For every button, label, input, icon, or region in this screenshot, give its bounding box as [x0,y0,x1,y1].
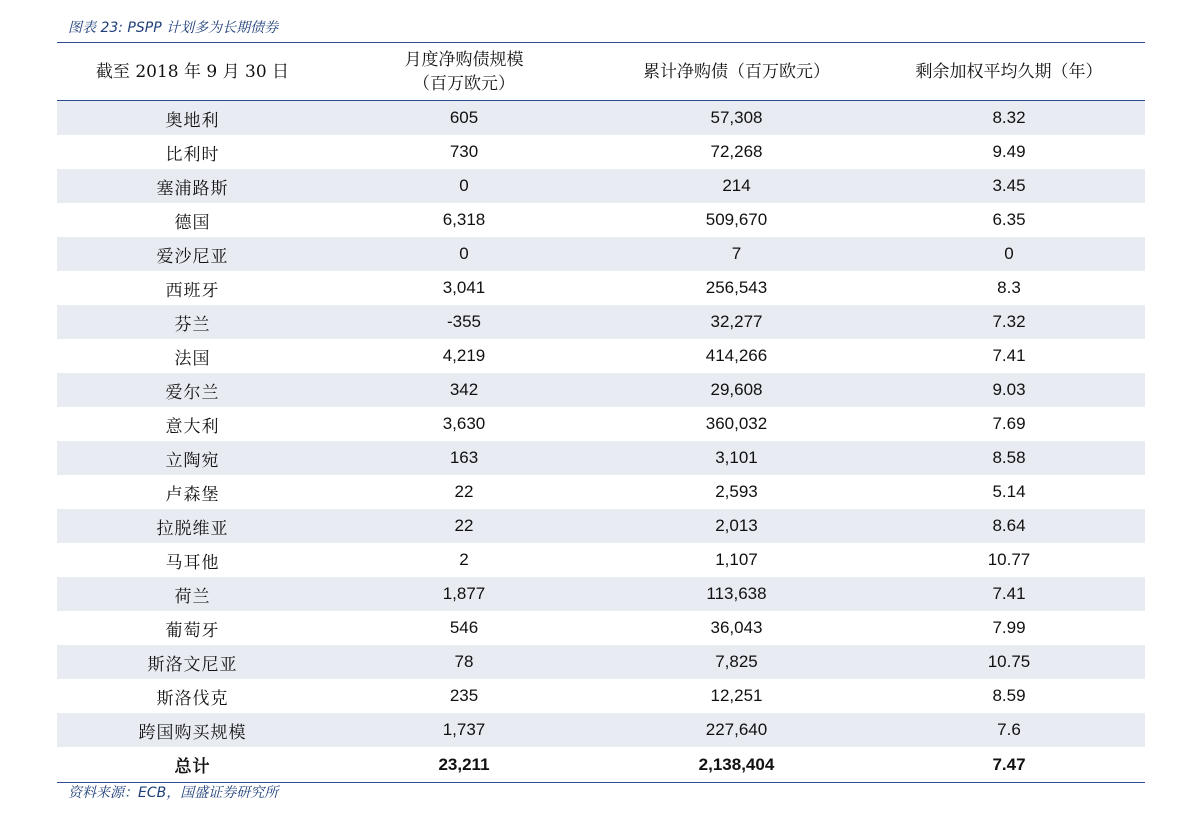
cumulative-purchase-cell: 12,251 [710,686,763,705]
duration-cell: 8.3 [997,278,1021,297]
duration-cell: 9.49 [992,142,1026,161]
table-row [57,543,1145,577]
table-row [57,577,1145,611]
pspp-table [57,44,1145,783]
cumulative-purchase-cell: 3,101 [600,441,873,475]
country-cell: 奥地利 [57,101,328,136]
header-row [57,44,1145,101]
country-cell: 立陶宛 [57,441,328,475]
table-row [57,237,1145,271]
table-row [57,373,1145,407]
header-monthly-purchase-line2: （百万欧元） [413,74,515,94]
cumulative-purchase-cell: 360,032 [705,414,768,433]
table-row [57,339,1145,373]
cumulative-purchase-cell: 1,107 [715,550,758,569]
country-cell: 西班牙 [165,280,220,301]
monthly-purchase-cell: 4,219 [442,346,486,365]
country-cell: 斯洛文尼亚 [57,645,328,679]
monthly-purchase-cell: 342 [328,373,600,407]
duration-cell: 8.59 [992,686,1026,705]
duration-cell: 8.64 [873,509,1145,543]
monthly-purchase-cell: 0 [328,169,600,203]
table-row [57,679,1145,713]
country-cell: 比利时 [165,144,220,165]
cumulative-purchase-cell: 72,268 [710,142,763,161]
cumulative-purchase-cell: 113,638 [600,577,873,611]
monthly-purchase-cell: 22 [328,509,600,543]
duration-cell: 8.32 [873,101,1145,136]
monthly-purchase-cell: 1,877 [328,577,600,611]
table-row [57,441,1145,475]
duration-cell: 0 [873,237,1145,271]
country-cell: 爱沙尼亚 [57,237,328,271]
country-cell: 斯洛伐克 [156,688,229,709]
duration-cell: 5.14 [992,482,1026,501]
figure-caption: 图表 23: PSPP 计划多为长期债券 [68,20,279,36]
total-duration-cell: 7.47 [873,747,1145,783]
table-row [57,135,1145,169]
table-row [57,271,1145,305]
cumulative-purchase-cell: 57,308 [600,101,873,136]
monthly-purchase-cell: 163 [328,441,600,475]
table-row [57,305,1145,339]
cumulative-purchase-cell: 509,670 [705,210,768,229]
table-row [57,713,1145,747]
monthly-purchase-cell: 3,630 [442,414,486,433]
duration-cell: 7.41 [992,346,1026,365]
duration-cell: 7.41 [873,577,1145,611]
cumulative-purchase-cell: 32,277 [600,305,873,339]
cumulative-purchase-cell: 7,825 [600,645,873,679]
country-cell: 葡萄牙 [165,620,220,641]
table-row [57,611,1145,645]
country-cell: 芬兰 [57,305,328,339]
monthly-purchase-cell: 2 [459,550,469,569]
cumulative-purchase-cell: 2,013 [600,509,873,543]
total-country-cell: 总计 [57,747,328,783]
table-row [57,169,1145,203]
table-row [57,407,1145,441]
header-monthly-purchase [328,44,600,101]
country-cell: 塞浦路斯 [57,169,328,203]
table-row [57,645,1145,679]
cumulative-purchase-cell: 214 [600,169,873,203]
monthly-purchase-cell: 605 [328,101,600,136]
cumulative-purchase-cell: 256,543 [705,278,768,297]
cumulative-purchase-cell: 227,640 [600,713,873,747]
monthly-purchase-cell: 546 [449,618,479,637]
total-monthly-purchase-cell: 23,211 [328,747,600,783]
monthly-purchase-cell: 6,318 [442,210,486,229]
duration-cell: 7.69 [992,414,1026,433]
header-monthly-purchase-line1: 月度净购债规模 [404,50,524,70]
cumulative-purchase-cell: 36,043 [710,618,763,637]
duration-cell: 7.6 [873,713,1145,747]
table-row [57,101,1145,136]
duration-cell: 3.45 [873,169,1145,203]
monthly-purchase-cell: 1,737 [328,713,600,747]
monthly-purchase-cell: 78 [328,645,600,679]
country-cell: 德国 [174,212,211,233]
country-cell: 爱尔兰 [57,373,328,407]
monthly-purchase-cell: 235 [449,686,479,705]
monthly-purchase-cell: 22 [454,482,474,501]
duration-cell: 9.03 [873,373,1145,407]
cumulative-purchase-cell: 29,608 [600,373,873,407]
table-row [57,203,1145,237]
country-cell: 拉脱维亚 [57,509,328,543]
country-cell: 马耳他 [165,552,220,573]
duration-cell: 7.99 [992,618,1026,637]
monthly-purchase-cell: 3,041 [442,278,486,297]
country-cell: 卢森堡 [165,484,220,505]
cumulative-purchase-cell: 2,593 [715,482,758,501]
table-body [57,101,1145,783]
duration-cell: 7.32 [873,305,1145,339]
cumulative-purchase-cell: 414,266 [705,346,768,365]
total-row [57,747,1145,783]
country-cell: 荷兰 [57,577,328,611]
source-note: 资料来源：ECB，国盛证券研究所 [68,785,279,801]
monthly-purchase-cell: 730 [449,142,479,161]
duration-cell: 6.35 [992,210,1026,229]
duration-cell: 8.58 [873,441,1145,475]
total-cumulative-purchase-cell: 2,138,404 [600,747,873,783]
duration-cell: 10.75 [873,645,1145,679]
table-row [57,475,1145,509]
country-cell: 法国 [174,348,211,369]
table-row [57,509,1145,543]
country-cell: 意大利 [165,416,220,437]
monthly-purchase-cell: -355 [328,305,600,339]
cumulative-purchase-cell: 7 [600,237,873,271]
duration-cell: 10.77 [987,550,1031,569]
header-date: 截至 2018 年 9 月 30 日 [57,44,328,101]
country-cell: 跨国购买规模 [57,713,328,747]
header-remaining-duration: 剩余加权平均久期（年） [873,44,1145,101]
monthly-purchase-cell: 0 [328,237,600,271]
header-cumulative-purchase: 累计净购债（百万欧元） [600,44,873,101]
top-rule [57,42,1145,43]
